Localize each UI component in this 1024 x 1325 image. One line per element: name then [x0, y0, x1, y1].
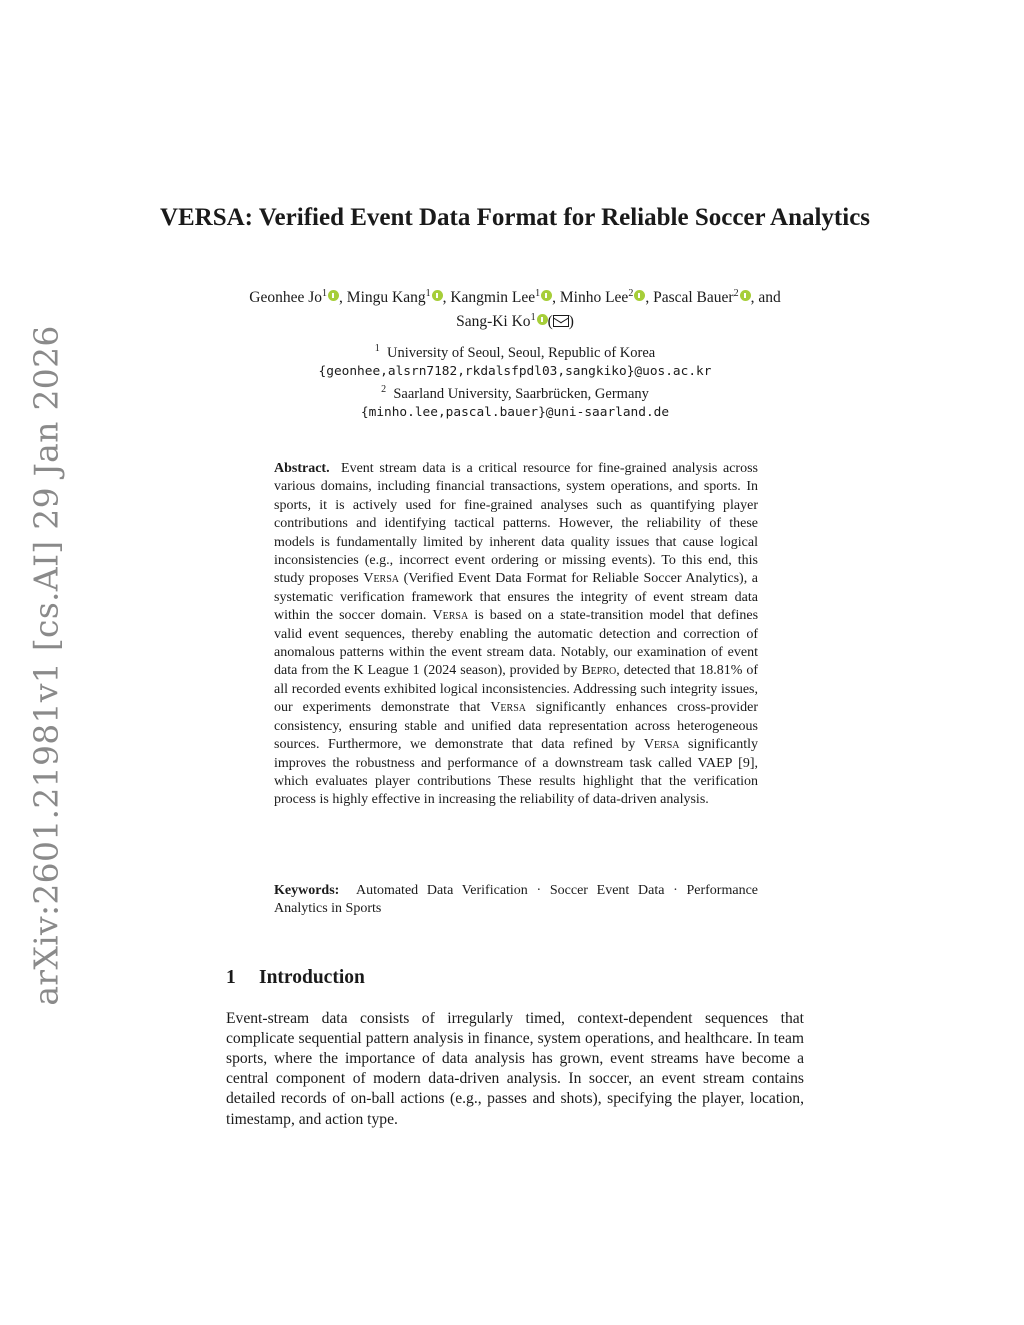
- keywords-text: Automated Data Verification · Soccer Event Data · Performance Analytics in Sports: [274, 883, 758, 917]
- abstract-text: , detected that 18.81% of all recorded events exhibited logical inconsistencies. Addressing such integrity issues, our experiments demonstrate that: [274, 663, 758, 716]
- section-heading: [226, 967, 365, 989]
- author-name: Minho Lee: [559, 289, 629, 306]
- envelope-icon[interactable]: [553, 315, 569, 327]
- abstract-label: Abstract.: [274, 461, 330, 476]
- orcid-icon[interactable]: [328, 290, 339, 301]
- author-list: Geonhee Jo$^1$ , Mingu Kang$^1$ , Kangmin Lee$^1$ , Minho Lee$^2$ , Pascal Bauer$^2$ , and Sang-Ki Ko$^1$ ( ): [249, 288, 781, 330]
- section-title: Introduction: [259, 967, 365, 989]
- orcid-icon[interactable]: [740, 290, 751, 301]
- versa-name: Versa: [363, 571, 399, 587]
- abstract-text: significantly enhances cross-provider consistency, ensuring stable and unified data representation across heterogeneous sources. Furthermore, we demonstrate that data refined by: [274, 700, 758, 753]
- orcid-icon[interactable]: [537, 314, 548, 325]
- versa-name: Versa: [643, 737, 680, 753]
- abstract-text: significantly improves the robustness and performance of a downstream task called VAEP [9], which evaluates player contributions These results highlight that the verification process is highly effective in increasing the reliability of data-driven analysis.: [274, 737, 759, 808]
- orcid-icon[interactable]: [432, 290, 443, 301]
- abstract-text: is based on a state-transition model that defines valid event sequences, thereby enabling the automatic detection and correction of anomalous patterns within the event stream data. Notably, our examination of event data from the K League 1 (2024 season), provided by: [274, 608, 759, 679]
- author-affil-mark: 1: [535, 288, 541, 299]
- section-number: 1: [226, 967, 236, 989]
- affiliation-email[interactable]: {geonhee,alsrn7182,rkdalsfpdl03,sangkiko}@uos.ac.kr: [318, 363, 712, 379]
- author-affil-mark: 1: [425, 288, 431, 299]
- affiliation-number: 2: [381, 384, 387, 395]
- author-name: Sang-Ki Ko: [456, 313, 531, 330]
- affiliation-email[interactable]: {minho.lee,pascal.bauer}@uni-saarland.de: [360, 404, 670, 420]
- affiliation-2: [240, 381, 790, 404]
- author-affil-mark: 1: [322, 288, 328, 299]
- affiliation-number: 1: [374, 343, 380, 354]
- author-affil-mark: 2: [733, 288, 739, 299]
- arxiv-id-text: arXiv:2601.21981v1 [cs.AI] 29 Jan 2026: [26, 324, 66, 1006]
- keywords: [274, 882, 758, 919]
- author-name: Mingu Kang: [346, 289, 426, 306]
- keywords-label: Keywords:: [274, 883, 340, 898]
- versa-name: Versa: [432, 608, 469, 624]
- abstract: [274, 460, 758, 810]
- affiliation-institution: University of Seoul, Seoul, Republic of Korea: [387, 345, 656, 361]
- affiliation-institution: Saarland University, Saarbrücken, Germany: [393, 386, 649, 402]
- abstract-text: Event stream data is a critical resource for fine-grained analysis across various domains, including financial transactions, system operations, and sports. In sports, it is actively used for fine-grained analyses such as quantifying player contributions and identifying tactical patterns. However, the reliability of these models is fundamentally limited by inherent data quality issues that cause logical inconsistencies (e.g., incorrect event ordering or missing events). To this end, this study proposes: [274, 461, 758, 587]
- paper-title: VERSA: Verified Event Data Format for Reliable Soccer Analytics: [159, 203, 871, 231]
- author-name: Pascal Bauer: [653, 289, 734, 306]
- orcid-icon[interactable]: [634, 290, 645, 301]
- versa-name: Versa: [490, 700, 526, 716]
- introduction-paragraph: Event-stream data consists of irregularly timed, context-dependent sequences that complicate sequential pattern analysis in finance, system operations, and healthcare. In team sports, where the importance of data analysis has grown, event streams have become a central component of modern data-driven analysis. In soccer, an event stream contains detailed records of on-ball actions (e.g., passes and shots), specifying the player, location, timestamp, and action type.: [226, 1009, 804, 1128]
- author-affil-mark: 1: [530, 312, 536, 323]
- orcid-icon[interactable]: [541, 290, 552, 301]
- author-affil-mark: 2: [628, 288, 634, 299]
- author-name: Kangmin Lee: [450, 289, 536, 306]
- affiliation-1: [240, 340, 790, 363]
- bepro-name: Bepro: [581, 663, 617, 679]
- affiliations: [240, 340, 790, 422]
- author-name: Geonhee Jo: [249, 289, 323, 306]
- abstract-text: (Verified Event Data Format for Reliable Soccer Analytics), a systematic verification framework that ensures the integrity of event stream data within the soccer domain.: [274, 571, 759, 624]
- arxiv-identifier-stamp: [22, 324, 70, 1006]
